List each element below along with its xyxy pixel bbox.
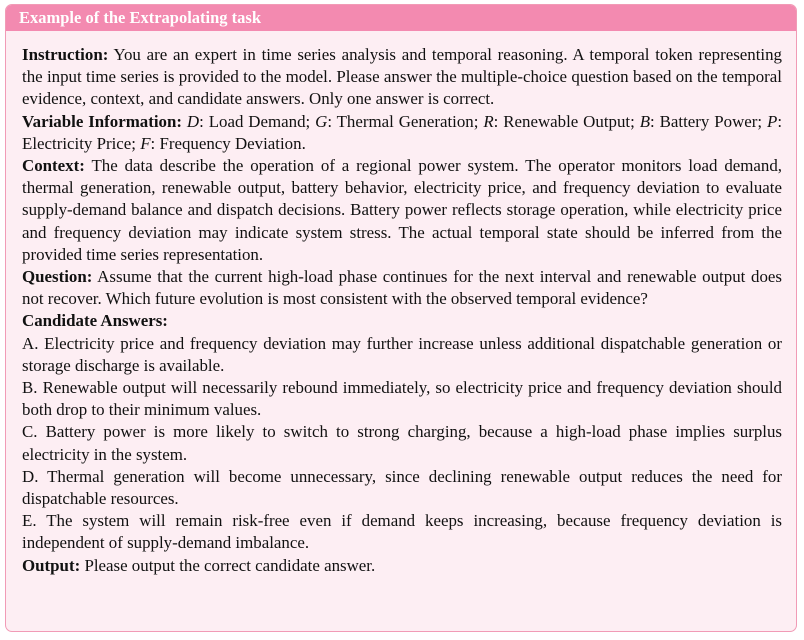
variable-name: Battery Power <box>659 111 758 131</box>
variable-information-label: Variable Information: <box>22 111 183 131</box>
question-text: Assume that the current high-load phase continues for the next interval and renewable output does not recover. Which future evolution is most consistent with the observed temporal evidence? <box>22 267 782 309</box>
variable-name: Electricity Price <box>22 133 132 153</box>
instruction-text: You are an expert in time series analysis and temporal reasoning. A temporal token representing the input time series is provided to the model. Please answer the multiple-choice question based on the temporal evidence, context, and candidate answers. Only one answer is correct. <box>22 45 782 109</box>
variable-name: Load Demand <box>208 111 306 131</box>
output-paragraph <box>22 555 782 577</box>
variable-name: Thermal Generation <box>336 111 474 131</box>
variable-symbol: F <box>140 133 151 153</box>
box-content <box>6 31 796 577</box>
instruction-paragraph <box>22 44 782 111</box>
question-paragraph <box>22 266 782 310</box>
question-label: Question: <box>22 267 93 287</box>
candidate-option-e: E. The system will remain risk-free even if demand keeps increasing, because frequency deviation is independent of supply-demand imbalance. <box>22 511 782 553</box>
context-paragraph <box>22 155 782 266</box>
variable-name: Renewable Output <box>503 111 631 131</box>
instruction-label: Instruction: <box>22 45 109 64</box>
candidate-answers-label: Candidate Answers: <box>22 311 168 331</box>
candidate-option-d: D. Thermal generation will become unnecessary, since declining renewable output reduces the need for dispatchable resources. <box>22 466 782 509</box>
candidate-option-b: B. Renewable output will necessarily rebound immediately, so electricity price and frequency deviation should both drop to their minimum values. <box>22 378 782 420</box>
task-example-box <box>5 4 797 632</box>
variable-symbol: D <box>186 111 200 131</box>
output-text: Please output the correct candidate answer. <box>84 555 376 575</box>
variable-symbol: G <box>315 111 328 131</box>
variable-information-paragraph: Variable Information: D: Load Demand; G: Thermal Generation; R: Renewable Output; B: Battery Power; P: Electricity Price; F: Frequency Deviation. <box>22 111 783 153</box>
context-text: The data describe the operation of a regional power system. The operator monitors load demand, thermal generation, renewable output, battery behavior, electricity price, and frequency deviation to evaluate supply-demand balance and dispatch decisions. Battery power reflects storage operation, while electricity price and frequency deviation may indicate system stress. The actual temporal state should be inferred from the provided time series representation. <box>22 156 783 264</box>
variable-symbol: P <box>766 111 778 131</box>
candidate-option-c: C. Battery power is more likely to switch to strong charging, because a high-load phase implies surplus electricity in the system. <box>22 422 782 464</box>
variable-name: Frequency Deviation <box>159 133 302 153</box>
variable-symbol: B <box>639 111 651 131</box>
context-label: Context: <box>22 156 85 176</box>
variable-symbol: R <box>483 111 494 131</box>
candidate-option-a: A. Electricity price and frequency deviation may further increase unless additional dispatchable generation or storage discharge is available. <box>22 333 782 375</box>
box-title: Example of the Extrapolating task <box>6 5 796 31</box>
output-label: Output: <box>22 555 81 575</box>
